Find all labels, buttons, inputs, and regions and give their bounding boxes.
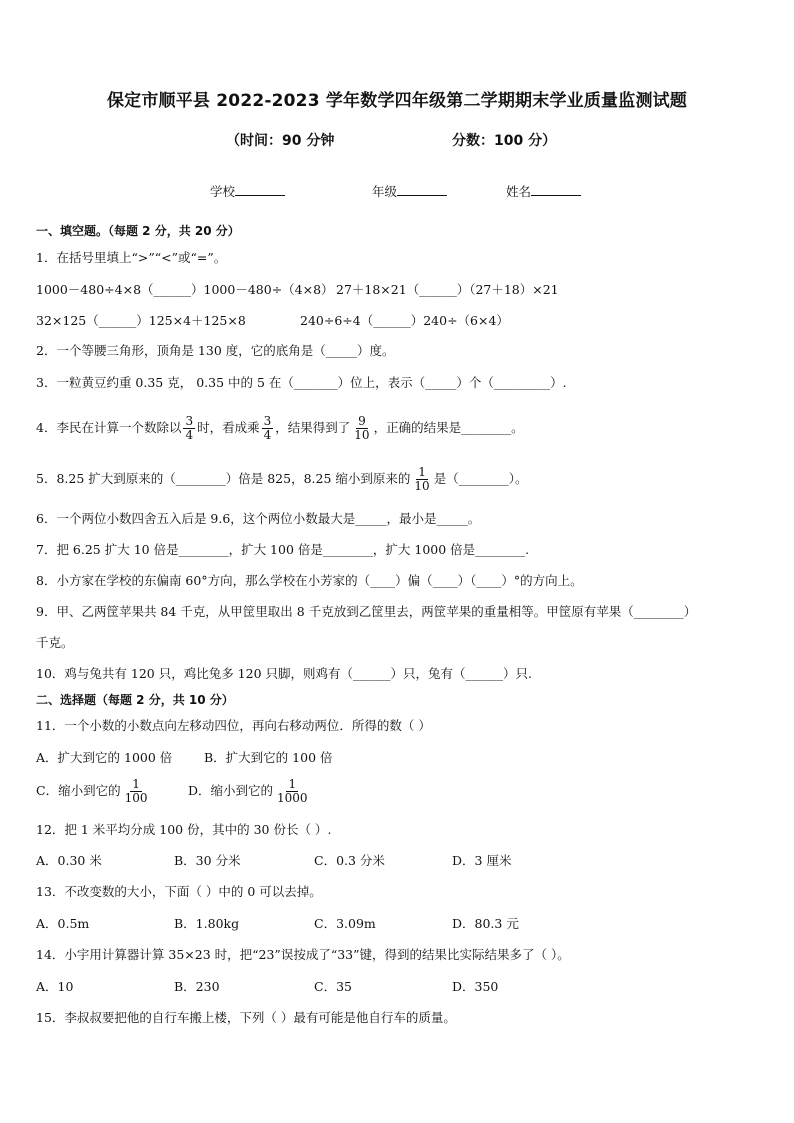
q14-option-b: B．230 [174, 979, 220, 994]
section-fill-blank-heading: 一、填空题。（每题 2 分，共 20 分） [36, 224, 240, 238]
q13-option-c: C．3.09m [314, 916, 376, 931]
name-field [506, 182, 581, 200]
q4-text-end: ，正确的结果是________。 [373, 420, 524, 435]
question-10: 10．鸡与兔共有 120 只，鸡比兔多 120 只脚，则鸡有（______）只，兔有（______）只. [36, 666, 532, 681]
q4-text-mid: 时，看成乘 [197, 420, 260, 435]
q11-option-d [188, 776, 312, 806]
q13-option-a: A．0.5m [36, 916, 90, 931]
q4-text-start: 4．李民在计算一个数除以 [36, 420, 182, 435]
fraction-denominator: 10 [414, 479, 430, 493]
question-13: 13．不改变数的大小，下面（ ）中的 0 可以去掉。 [36, 884, 322, 899]
fraction-three-quarters-2 [262, 415, 274, 442]
question-12: 12．把 1 米平均分成 100 份，其中的 30 份长（ ）. [36, 822, 332, 837]
question-1c: 32×125（______）125×4＋125×8 [36, 313, 246, 328]
fraction-numerator: 3 [263, 414, 272, 428]
fraction-one-hundredth [123, 778, 150, 805]
q5-text-start: 5．8.25 扩大到原来的（________）倍是 825，8.25 缩小到原来的 [36, 471, 411, 486]
question-9: 9．甲、乙两筐苹果共 84 千克，从甲筐里取出 8 千克放到乙筐里去，两筐苹果的重量相等。甲筐原有苹果（________） [36, 604, 697, 619]
question-1a: 1000－480÷4×8（______）1000－480÷（4×8） [36, 282, 334, 297]
question-3: 3．一粒黄豆约重 0.35 克， 0.35 中的 5 在（_______）位上，表示（_____）个（_________）. [36, 375, 567, 390]
time-limit: （时间：90 分钟 [226, 133, 335, 149]
page-title: 保定市顺平县 2022-2023 学年数学四年级第二学期期末学业质量监测试题 [106, 91, 688, 111]
school-blank [235, 183, 285, 196]
question-8: 8．小方家在学校的东偏南 60°方向，那么学校在小芳家的（____）偏（____）（____）°的方向上。 [36, 573, 583, 588]
question-1b: 27＋18×21（______）（27＋18）×21 [336, 282, 559, 297]
q11-option-b: B．扩大到它的 100 倍 [204, 750, 333, 765]
school-label: 学校 [210, 184, 236, 199]
q11-c-text: C．缩小到它的 [36, 783, 121, 798]
question-1d: 240÷6÷4（______）240÷（6×4） [300, 313, 509, 328]
fraction-numerator: 1 [418, 465, 426, 479]
fraction-one-tenth [412, 466, 431, 493]
question-4 [36, 413, 764, 443]
fraction-numerator: 3 [185, 414, 194, 428]
fraction-one-thousandth [275, 778, 310, 805]
q5-text-end: 是（________）。 [433, 471, 528, 486]
q14-option-a: A．10 [36, 979, 74, 994]
section-choice-heading: 二、选择题（每题 2 分，共 10 分） [36, 693, 234, 707]
name-label: 姓名 [506, 184, 532, 199]
grade-label: 年级 [372, 184, 398, 199]
question-2: 2．一个等腰三角形，顶角是 130 度，它的底角是（_____）度。 [36, 343, 395, 358]
question-5 [36, 464, 764, 494]
q12-option-c: C．0.3 分米 [314, 853, 385, 868]
grade-field [372, 182, 447, 200]
question-7: 7．把 6.25 扩大 10 倍是________，扩大 100 倍是________，扩大 1000 倍是________. [36, 542, 530, 557]
q14-option-c: C．35 [314, 979, 352, 994]
q14-option-d: D．350 [452, 979, 499, 994]
fraction-denominator: 4 [185, 428, 194, 442]
q11-option-c [36, 776, 151, 806]
q12-option-a: A．0.30 米 [36, 853, 102, 868]
q4-text-mid-2: ，结果得到了 [275, 420, 351, 435]
q11-d-text: D．缩小到它的 [188, 783, 274, 798]
fraction-denominator: 1000 [277, 791, 308, 805]
q12-option-d: D．3 厘米 [452, 853, 512, 868]
q13-option-b: B．1.80kg [174, 916, 240, 931]
q12-option-b: B．30 分米 [174, 853, 241, 868]
fraction-nine-tenths [352, 415, 371, 442]
fraction-numerator: 1 [132, 777, 140, 791]
grade-blank [397, 183, 447, 196]
question-15: 15．李叔叔要把他的自行车搬上楼，下列（ ）最有可能是他自行车的质量。 [36, 1010, 456, 1025]
name-blank [531, 183, 581, 196]
fraction-numerator: 1 [288, 777, 297, 791]
question-14: 14．小宇用计算器计算 35×23 时，把“23”误按成了“33”键，得到的结果比实际结果多了（ ）。 [36, 947, 570, 962]
total-score: 分数：100 分） [452, 133, 557, 149]
question-1: 1．在括号里填上“>”“<”或“=”。 [36, 250, 227, 265]
fraction-denominator: 100 [124, 791, 148, 805]
question-11: 11．一个小数的小数点向左移动四位，再向右移动两位．所得的数（ ） [36, 718, 431, 733]
fraction-three-quarters [183, 415, 195, 442]
fraction-numerator: 9 [358, 414, 366, 428]
q13-option-d: D．80.3 元 [452, 916, 519, 931]
fraction-denominator: 4 [263, 428, 272, 442]
fraction-denominator: 10 [354, 428, 370, 442]
school-field [210, 182, 285, 200]
question-9-cont: 千克。 [36, 635, 74, 650]
q11-option-a: A．扩大到它的 1000 倍 [36, 750, 173, 765]
question-6: 6．一个两位小数四舍五入后是 9.6，这个两位小数最大是_____，最小是_____。 [36, 511, 481, 526]
